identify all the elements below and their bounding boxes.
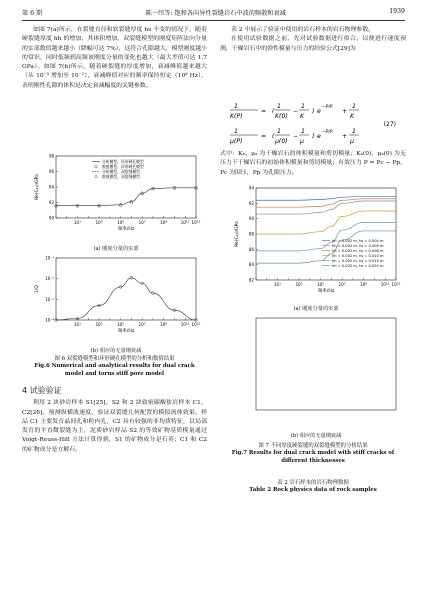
legend-entry: hh = 0.002 m, hs = 0.006 m bbox=[332, 249, 384, 253]
x-tick-label: $10^3$ bbox=[295, 281, 303, 287]
y-tick-label: 10⁻³ bbox=[45, 296, 54, 302]
svg-text:e: e bbox=[317, 133, 321, 140]
svg-text:−: − bbox=[293, 133, 299, 140]
svg-text:−: − bbox=[293, 108, 299, 115]
fig6a-plot bbox=[34, 154, 201, 233]
y-tick-label: 92 bbox=[48, 200, 54, 205]
x-tick-label: $10^5$ bbox=[117, 321, 125, 327]
plot-frame bbox=[256, 318, 396, 410]
svg-text:=: = bbox=[261, 108, 267, 115]
svg-text:K: K bbox=[350, 113, 355, 120]
right-text-mid bbox=[220, 150, 406, 178]
fig6b-plot bbox=[34, 256, 201, 335]
svg-text:K: K bbox=[300, 113, 305, 120]
running-title: 陈一纬等: 饱和各向异性裂缝岩石中波的频散和衰减 bbox=[145, 10, 286, 17]
y-tick-label: 98 bbox=[48, 153, 54, 159]
svg-text:μ: μ bbox=[300, 138, 304, 145]
x-tick-label: $10^{12}$ bbox=[191, 219, 201, 225]
fig6b-chart bbox=[26, 254, 206, 346]
page-number: 1939 bbox=[389, 8, 405, 15]
fig7b-plot bbox=[256, 318, 396, 410]
fig6-caption-en-2: model and torus stiff pore model bbox=[64, 370, 165, 377]
y-tick-label: 10⁻² bbox=[45, 276, 54, 282]
y-tick-label: 94 bbox=[48, 184, 54, 190]
running-header bbox=[22, 8, 405, 21]
equation-number: (27) bbox=[383, 121, 396, 128]
y-axis-label: 1/Q bbox=[35, 285, 40, 293]
series-line-analytic bbox=[56, 188, 196, 206]
x-tick-label: $10^5$ bbox=[117, 219, 125, 225]
x-tick-label: $10^9$ bbox=[160, 321, 168, 327]
legend-entry: hh = 0.002 m, hs = 0.004 m bbox=[332, 239, 384, 243]
table2-title bbox=[220, 480, 406, 495]
fig6-caption-en-1: Fig.6 Numerical and analytical results for dual crack bbox=[34, 363, 195, 370]
legend-entry: 数值模型，双裂缝模型 bbox=[102, 174, 140, 179]
svg-text:=: = bbox=[261, 133, 267, 140]
section-heading: 4 试验验证 bbox=[22, 386, 62, 395]
svg-text:1: 1 bbox=[234, 128, 238, 135]
legend-swatch bbox=[95, 176, 97, 178]
x-tick-label: $10^1$ bbox=[74, 321, 82, 327]
y-tick-label: 96 bbox=[48, 169, 54, 174]
fig7-caption-en-2: different thicknesses bbox=[281, 457, 345, 464]
svg-text:1: 1 bbox=[352, 128, 356, 135]
legend-entry: 分析模型，双裂缝模型 bbox=[102, 169, 140, 174]
fig6-caption-cn: 图 6 双裂缝模型和环形硬孔模型的分析和数值结果 bbox=[54, 356, 175, 362]
x-tick-label: $10^{11}$ bbox=[180, 219, 190, 225]
fig7-caption bbox=[220, 443, 406, 465]
svg-text:K(0): K(0) bbox=[275, 113, 288, 120]
fig7a-subcaption: (a) 刚度分量的实部 bbox=[293, 306, 339, 312]
fig6b-subcaption: (b) 相应的无量纲衰减 bbox=[90, 348, 142, 354]
fig7a-chart bbox=[226, 184, 406, 304]
table2-title-en: Table 2 Rock physics data of rock samples bbox=[249, 487, 377, 494]
svg-text:−P/P: −P/P bbox=[322, 105, 333, 110]
y-tick-label: 10⁻⁴ bbox=[45, 317, 54, 323]
x-tick-label: $10^{12}$ bbox=[391, 281, 401, 287]
fig7-caption-cn: 图 7 不同厚度硬裂缝的双裂缝模型的分析结果 bbox=[258, 443, 368, 449]
y-axis-label: Re(C₁₁)/GPa bbox=[35, 174, 40, 200]
left-text-top bbox=[22, 26, 207, 91]
legend-entry: hh = 0.002 m, hs = 0.020 m bbox=[332, 264, 384, 268]
y-tick-label: 90 bbox=[248, 216, 254, 222]
paragraph: 式中：Kₐ、μₐ 为干燥岩石的体积模量和剪切模量；Kₐ(0)、μₐ(0) 为无压力下干燥岩石的初始体积模量和剪切模量；有效压力 P = Pc − Pp，Pc 为围压，Pp 为孔隙压力。 bbox=[220, 151, 406, 176]
legend-swatch bbox=[95, 166, 97, 168]
series-line-0.004 bbox=[256, 196, 396, 200]
svg-text:): ) bbox=[312, 108, 315, 115]
page-issue: 第 6 期 bbox=[22, 10, 43, 17]
y-tick-label: 84 bbox=[248, 262, 254, 268]
x-axis-label: 频率/Hz bbox=[117, 227, 135, 232]
y-tick-label: 86 bbox=[248, 246, 254, 252]
x-tick-label: $10^7$ bbox=[138, 321, 146, 327]
y-tick-label: 90 bbox=[48, 215, 54, 221]
legend-entry: hh = 0.002 m, hs = 0.015 m bbox=[332, 259, 384, 263]
svg-text:1: 1 bbox=[301, 103, 305, 110]
svg-text:μ: μ bbox=[350, 138, 354, 145]
fig6a-subcaption: (a) 刚度分量的实部 bbox=[93, 246, 139, 252]
x-tick-label: $10^5$ bbox=[317, 281, 325, 287]
eq-kd: K(P) bbox=[230, 113, 243, 120]
svg-text:+: + bbox=[342, 108, 348, 115]
svg-text:μ(0): μ(0) bbox=[275, 138, 288, 145]
x-tick-label: $10^9$ bbox=[360, 281, 368, 287]
svg-text:−P/P: −P/P bbox=[322, 130, 333, 135]
legend-entry: hh = 0.002 m, hs = 0.005 m bbox=[332, 244, 384, 248]
paragraph: 表 2 中展示了验证中使用的岩石样本的岩石物理参数。 bbox=[231, 27, 374, 33]
svg-text:): ) bbox=[312, 133, 315, 140]
y-tick-label: 94 bbox=[248, 185, 254, 191]
plot-frame bbox=[56, 258, 196, 320]
fig7a-plot bbox=[234, 186, 401, 295]
x-tick-label: $10^{11}$ bbox=[180, 321, 190, 327]
section-4 bbox=[22, 386, 207, 455]
fig6a-chart bbox=[26, 152, 206, 244]
right-text-top bbox=[220, 26, 406, 54]
x-tick-label: $10^9$ bbox=[160, 219, 168, 225]
svg-text:1: 1 bbox=[277, 128, 281, 135]
fig7b-chart bbox=[226, 314, 406, 434]
table2-title-cn: 表 2 岩石样本的岩石物理数据 bbox=[277, 480, 349, 486]
svg-text:+: + bbox=[342, 133, 348, 140]
legend-entry: hh = 0.002 m, hs = 0.010 m bbox=[332, 254, 384, 258]
x-tick-label: $10^3$ bbox=[95, 321, 103, 327]
x-tick-label: $10^1$ bbox=[74, 219, 82, 225]
paragraph: 如图 7(a)所示，在裂缝直径和软裂缝厚度 hs 不变的情况下，随着硬裂缝厚度 hh 的增加，其体积增加，双裂缝模型的刚度矩阵法向分量的实部数值越来越小（降幅可达 7%），这符合孔隙越大，模型刚度越小的常识，同时低频到高频该刚度分量的变化也越大（最大差值可达 1.7 GPa）。如图 7(b)所示，随着硬裂缝的厚度增加，衰减峰值越来越大（从 10⁻³ 增加至 10⁻²），衰减峰值对应的频率保持恒定（10⁶ Hz），表明刚性孔隙的体积是决定衰减幅度的关键参数。 bbox=[22, 27, 207, 89]
series-line-analytic bbox=[56, 278, 196, 320]
x-tick-label: $10^{12}$ bbox=[191, 321, 201, 327]
svg-text:1: 1 bbox=[277, 103, 281, 110]
y-tick-label: 88 bbox=[248, 231, 254, 237]
x-tick-label: $10^{11}$ bbox=[380, 281, 390, 287]
svg-text:(: ( bbox=[272, 133, 275, 140]
fig6-caption bbox=[22, 356, 207, 378]
series-line-0.006 bbox=[256, 201, 396, 214]
x-tick-label: $10^7$ bbox=[338, 281, 346, 287]
fig7-caption-en-1: Fig.7 Results for dual crack model with stiff cracks of bbox=[231, 450, 395, 457]
x-axis-label: 频率/Hz bbox=[317, 289, 335, 294]
y-tick-label: 10⁻¹ bbox=[45, 255, 54, 261]
x-tick-label: $10^3$ bbox=[95, 219, 103, 225]
fig7b-subcaption: (b) 相应的无量纲衰减 bbox=[290, 433, 342, 439]
equation-27 bbox=[228, 98, 406, 148]
legend-entry: 分析模型，环形硬孔模型 bbox=[102, 159, 144, 164]
svg-text:(: ( bbox=[272, 108, 275, 115]
svg-text:1: 1 bbox=[352, 103, 356, 110]
y-axis-label: Re(C₁₁)/GPa bbox=[235, 221, 240, 247]
x-axis-label: 频率/Hz bbox=[117, 329, 135, 334]
svg-text:1: 1 bbox=[301, 128, 305, 135]
paragraph: 利用 2 块砂岩样本 S1[25]、S2 和 2 块致密碳酸盐岩样本 C1、C2[26]，预测纵横波速度，验证双裂缝几何配置的模拟流体效果。样品 C1 主要发育晶间孔和粒内孔，C2 具有较强的非均质特征，以局部发育的平直微裂缝为主，泥质砂岩样品 S2 的等效矿物基质模量通过 Voigt-Reuss-Hill 方法计算得到，S1 的矿物成分是石英；C1 和 C2 的矿物成分是方解石。 bbox=[22, 400, 207, 453]
legend-entry: 数值模型，环形硬孔模型 bbox=[102, 164, 144, 169]
y-tick-label: 82 bbox=[248, 277, 254, 283]
svg-text:e: e bbox=[317, 108, 321, 115]
paragraph: 在使用试验数据之前，先对试验数据进行拟合，以便进行速度预测，干燥岩石中的弹性模量与压力的经验公式[29]为 bbox=[220, 36, 406, 52]
svg-text:μ(P): μ(P) bbox=[230, 138, 243, 145]
eq-line1-left: 1 bbox=[234, 103, 238, 110]
x-tick-label: $10^1$ bbox=[274, 281, 282, 287]
y-tick-label: 92 bbox=[248, 200, 254, 206]
x-tick-label: $10^7$ bbox=[138, 219, 146, 225]
